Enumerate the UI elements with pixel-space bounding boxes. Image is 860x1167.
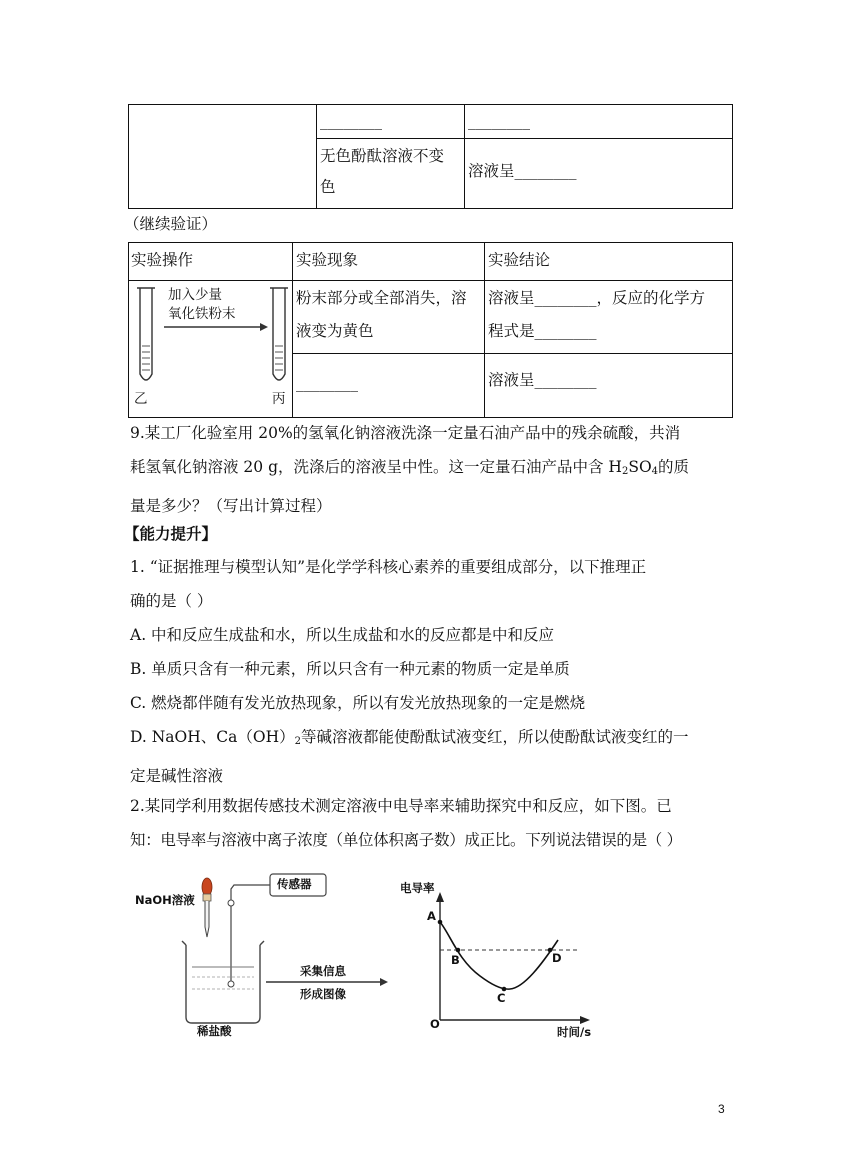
point-b-dot (456, 948, 461, 953)
table2-r1-conclusion-line2: 程式是________ (488, 322, 597, 340)
acid-label: 稀盐酸 (197, 1024, 232, 1038)
graph-origin: O (430, 1017, 440, 1031)
q1-option-a: A. 中和反应生成盐和水，所以生成盐和水的反应都是中和反应 (130, 626, 555, 644)
table2-header-phenomenon: 实验现象 (296, 251, 359, 269)
question-9 (130, 416, 735, 523)
tube-label-yi: 乙 (134, 391, 148, 407)
table1-r1c3-blank: ________ (468, 112, 530, 130)
q9-line1: 9.某工厂化验室用 20%的氢氧化钠溶液洗涤一定量石油产品中的残余硫酸，共消 (130, 424, 681, 442)
q1-line2: 确的是（ ） (130, 592, 213, 610)
table1-r1c2-blank: ________ (320, 112, 382, 130)
sensor-label: 传感器 (277, 877, 312, 891)
tube-label-bing: 丙 (272, 391, 286, 407)
table2-r1-phenomenon-line1: 粉末部分或全部消失，溶 (296, 289, 467, 307)
graph-point-d: D (552, 951, 562, 965)
q1-option-d-line2: 定是碱性溶液 (130, 767, 224, 785)
table2-r1-conclusion-line1: 溶液呈________，反应的化学方 (488, 289, 706, 307)
graph-point-b: B (451, 953, 460, 967)
graph-ylabel: 电导率 (400, 881, 435, 895)
table2-r2-phenomenon: ________ (296, 374, 358, 392)
graph-xlabel: 时间/s (557, 1025, 592, 1039)
table2-header-conclusion: 实验结论 (488, 251, 551, 269)
figure-label-powder: 氧化铁粉末 (168, 306, 236, 322)
point-a-dot (438, 920, 443, 925)
table2-r1-phenomenon-line2: 液变为黄色 (296, 322, 374, 340)
figure-label-add: 加入少量 (168, 287, 222, 303)
question-2 (130, 789, 735, 857)
continue-verify-label: （继续验证） (124, 215, 218, 233)
q1-option-c: C. 燃烧都伴随有发光放热现象，所以有发光放热现象的一定是燃烧 (130, 694, 586, 712)
table1-r2c2-line2: 色 (320, 178, 336, 196)
q9-line2: 耗氢氧化钠溶液 20 g，洗涤后的溶液呈中性。这一定量石油产品中含 $H_2SO_4$的质 (130, 458, 690, 477)
graph-point-a: A (427, 909, 436, 923)
table2-header-operation: 实验操作 (131, 251, 194, 269)
table1-r2c2-line1: 无色酚酞溶液不变 (320, 147, 445, 165)
q1-line1: 1. “证据推理与模型认知”是化学学科核心素养的重要组成部分，以下推理正 (130, 558, 647, 576)
arrow-label-top: 采集信息 (300, 964, 346, 978)
q1-option-d: D. NaOH、$Ca(OH)_2$等碱溶液都能使酚酞试液变红，所以使酚酞试液变红的一 (130, 728, 689, 747)
section-title: 【能力提升】 (124, 524, 218, 543)
table1-r2c3: 溶液呈________ (468, 162, 577, 180)
graph-point-c: C (497, 991, 506, 1005)
naoh-label: NaOH溶液 (135, 893, 195, 907)
conductivity-graph (420, 870, 595, 1030)
arrow-label-bottom: 形成图像 (300, 987, 346, 1001)
q2-line2: 知：电导率与溶液中离子浓度（单位体积离子数）成正比。下列说法错误的是（ ） (130, 831, 682, 849)
q1-option-b: B. 单质只含有一种元素，所以只含有一种元素的物质一定是单质 (130, 660, 570, 678)
q2-line1: 2.某同学利用数据传感技术测定溶液中电导率来辅助探究中和反应，如下图。已 (130, 797, 672, 815)
question-1 (130, 550, 735, 793)
table2-r2-conclusion: 溶液呈________ (488, 371, 597, 389)
page-number: 3 (718, 1102, 725, 1116)
q9-line3: 量是多少？（写出计算过程） (130, 497, 332, 515)
